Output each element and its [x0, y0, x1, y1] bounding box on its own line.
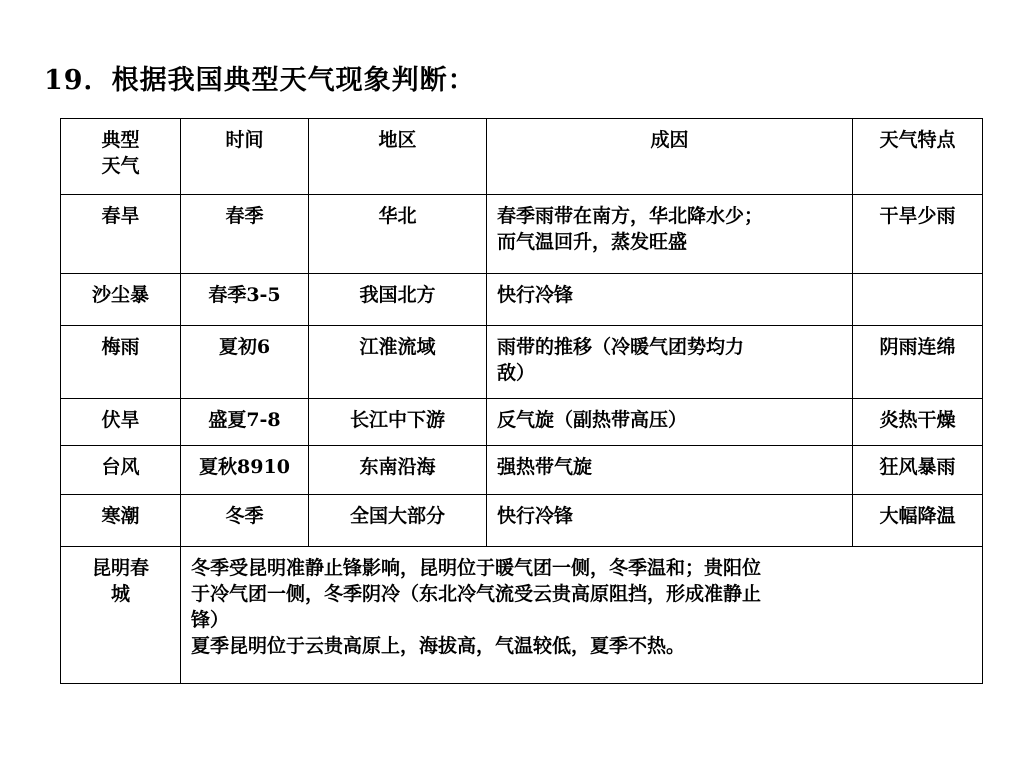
cell-time: 夏秋8910 — [181, 446, 309, 495]
cell-feature: 大幅降温 — [853, 495, 983, 547]
table-header-row — [61, 119, 983, 195]
cell-type: 梅雨 — [61, 326, 181, 399]
header-cell-cause: 成因 — [487, 119, 853, 195]
cell-cause — [487, 195, 853, 274]
cell-time: 夏初6 — [181, 326, 309, 399]
description-line: 于冷气团一侧，冬季阴冷（东北冷气流受云贵高原阻挡，形成准静止 — [191, 583, 762, 605]
table-row — [61, 399, 983, 446]
header-cell-time: 时间 — [181, 119, 309, 195]
page-title: 19．根据我国典型天气现象判断： — [44, 65, 476, 96]
cell-region: 全国大部分 — [309, 495, 487, 547]
cell-feature: 狂风暴雨 — [853, 446, 983, 495]
cause-line: 反气旋（副热带高压） — [497, 409, 688, 431]
cause-line: 强热带气旋 — [497, 456, 593, 478]
cell-region: 长江中下游 — [309, 399, 487, 446]
cell-time: 盛夏7-8 — [181, 399, 309, 446]
cell-feature: 炎热干燥 — [853, 399, 983, 446]
header-type-line: 天气 — [101, 155, 140, 177]
table-row-kunming — [61, 547, 983, 684]
cause-line: 而气温回升，蒸发旺盛 — [497, 231, 688, 253]
cell-cause — [487, 399, 853, 446]
type-line: 城 — [110, 583, 130, 605]
type-line: 昆明春 — [91, 557, 149, 579]
cell-type: 寒潮 — [61, 495, 181, 547]
header-cell-feature: 天气特点 — [853, 119, 983, 195]
cause-line: 春季雨带在南方，华北降水少； — [497, 205, 764, 227]
header-type-line: 典型 — [101, 129, 140, 151]
cause-line: 快行冷锋 — [497, 505, 574, 527]
cell-feature: 干旱少雨 — [853, 195, 983, 274]
description-line: 冬季受昆明准静止锋影响，昆明位于暖气团一侧，冬季温和；贵阳位 — [191, 557, 762, 579]
cell-type — [61, 547, 181, 684]
cell-type: 沙尘暴 — [61, 274, 181, 326]
weather-table — [60, 118, 983, 684]
cell-cause — [487, 274, 853, 326]
cell-description — [181, 547, 983, 684]
table-row — [61, 446, 983, 495]
description-line: 锋） — [191, 609, 230, 631]
table-row — [61, 326, 983, 399]
cell-cause — [487, 495, 853, 547]
description-line: 夏季昆明位于云贵高原上，海拔高，气温较低，夏季不热。 — [191, 635, 686, 657]
cause-line: 敌） — [497, 362, 536, 384]
cell-region: 江淮流域 — [309, 326, 487, 399]
cell-region: 华北 — [309, 195, 487, 274]
header-cell-type — [61, 119, 181, 195]
table-row — [61, 495, 983, 547]
cell-time: 春季3-5 — [181, 274, 309, 326]
cell-type: 伏旱 — [61, 399, 181, 446]
cell-type: 台风 — [61, 446, 181, 495]
cause-line: 快行冷锋 — [497, 284, 574, 306]
cell-time: 冬季 — [181, 495, 309, 547]
cell-feature: 阴雨连绵 — [853, 326, 983, 399]
table-row — [61, 195, 983, 274]
cell-region: 东南沿海 — [309, 446, 487, 495]
table-row — [61, 274, 983, 326]
cell-time: 春季 — [181, 195, 309, 274]
cell-type: 春旱 — [61, 195, 181, 274]
cell-cause — [487, 446, 853, 495]
cell-region: 我国北方 — [309, 274, 487, 326]
cause-line: 雨带的推移（冷暖气团势均力 — [497, 336, 745, 358]
cell-feature — [853, 274, 983, 326]
header-cell-region: 地区 — [309, 119, 487, 195]
cell-cause — [487, 326, 853, 399]
